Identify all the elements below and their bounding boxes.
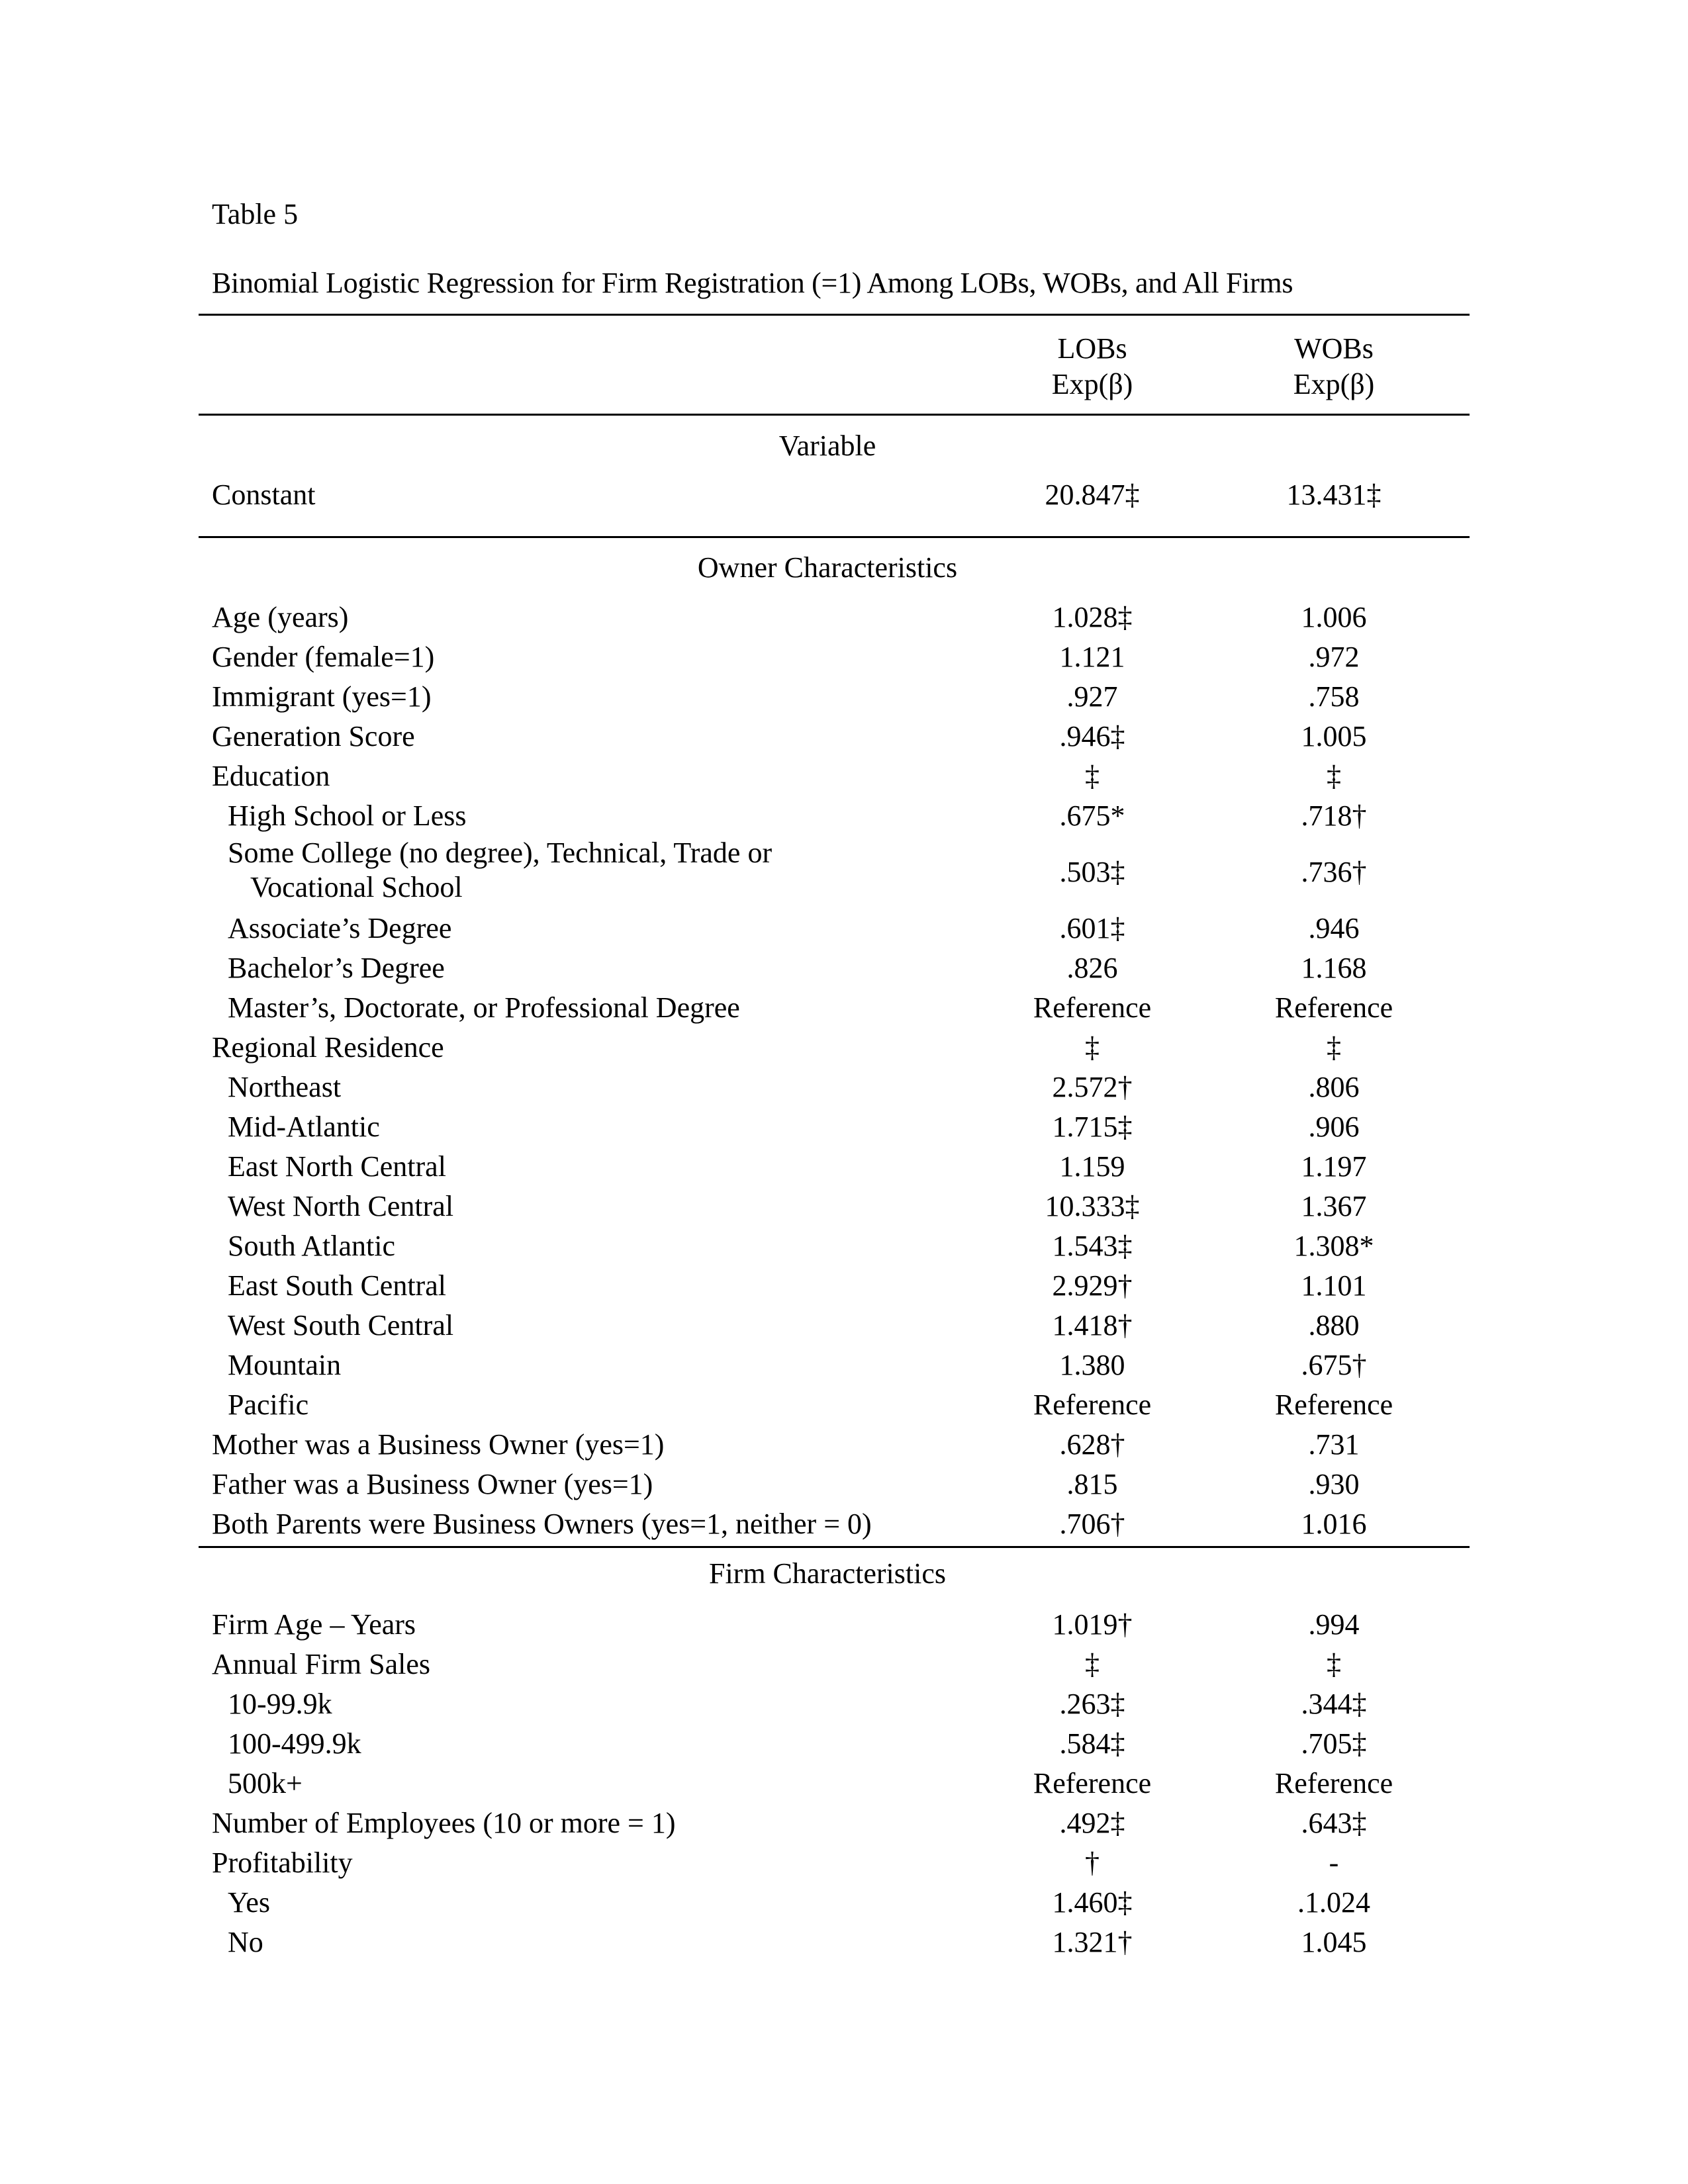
table-row <box>0 1724 1688 1764</box>
lobs-value: 1.028‡ <box>1052 601 1133 633</box>
wobs-value: 1.197 <box>1301 1150 1367 1183</box>
constant-row <box>0 475 1688 515</box>
wobs-value: .344‡ <box>1301 1688 1367 1720</box>
wobs-value: 1.016 <box>1301 1508 1367 1540</box>
wobs-value: .736† <box>1301 856 1367 888</box>
wobs-value: .718† <box>1301 799 1367 832</box>
lobs-value: .503‡ <box>1059 856 1125 888</box>
wobs-value: .994 <box>1308 1608 1360 1641</box>
lobs-value: 10.333‡ <box>1045 1190 1140 1222</box>
row-label: Master’s, Doctorate, or Professional Degree <box>228 991 740 1024</box>
column-header-lobs <box>993 331 1192 402</box>
lobs-value: .601‡ <box>1059 912 1125 944</box>
table-row <box>0 1425 1688 1465</box>
lobs-value: ‡ <box>1085 1648 1100 1680</box>
table-row <box>0 1385 1688 1425</box>
table-row <box>0 1645 1688 1684</box>
wobs-value: .731 <box>1308 1428 1360 1461</box>
row-label: No <box>228 1926 263 1958</box>
section-header-firm: Firm Characteristics <box>708 1557 946 1590</box>
column-stat-label: Exp(β) <box>1051 368 1133 400</box>
row-label: Father was a Business Owner (yes=1) <box>212 1468 653 1500</box>
row-label: West South Central <box>228 1309 454 1342</box>
lobs-value: † <box>1085 1846 1100 1879</box>
row-label: Mid-Atlantic <box>228 1111 380 1143</box>
table-row <box>0 1068 1688 1107</box>
wobs-value: .758 <box>1308 680 1360 713</box>
table-row <box>0 1147 1688 1187</box>
table-row <box>0 1028 1688 1068</box>
row-label: 10-99.9k <box>228 1688 332 1720</box>
table-label: Table 5 <box>212 198 299 230</box>
table-row <box>0 1107 1688 1147</box>
wobs-value: 1.308* <box>1293 1230 1374 1262</box>
row-label: Northeast <box>228 1071 342 1103</box>
table-row <box>0 988 1688 1028</box>
wobs-value: 1.101 <box>1301 1269 1367 1302</box>
row-label: East South Central <box>228 1269 446 1302</box>
row-label: Yes <box>228 1886 271 1919</box>
table-row <box>0 717 1688 756</box>
row-label: South Atlantic <box>228 1230 395 1262</box>
lobs-value: .263‡ <box>1059 1688 1125 1720</box>
wobs-value: .930 <box>1308 1468 1360 1500</box>
header-rule <box>199 414 1470 416</box>
lobs-value: ‡ <box>1085 760 1100 792</box>
constant-rule <box>199 536 1470 538</box>
table-row <box>0 909 1688 948</box>
row-label: Associate’s Degree <box>228 912 452 944</box>
lobs-value: 1.418† <box>1052 1309 1133 1342</box>
row-label: Mountain <box>228 1349 342 1381</box>
table-row <box>0 1345 1688 1385</box>
row-label: West North Central <box>228 1190 454 1222</box>
wobs-value: 1.006 <box>1301 601 1367 633</box>
lobs-value: .927 <box>1066 680 1118 713</box>
row-label: Pacific <box>228 1388 309 1421</box>
wobs-value: ‡ <box>1327 760 1341 792</box>
wobs-value: 1.367 <box>1301 1190 1367 1222</box>
column-stat-label: Exp(β) <box>1293 368 1375 400</box>
row-label-continued: Vocational School <box>250 871 463 903</box>
row-label: Firm Age – Years <box>212 1608 416 1641</box>
table-row <box>0 948 1688 988</box>
lobs-value: Reference <box>1033 991 1152 1024</box>
wobs-value: .972 <box>1308 641 1360 673</box>
row-label: 100-499.9k <box>228 1727 361 1760</box>
lobs-value: ‡ <box>1085 1031 1100 1064</box>
lobs-value: Reference <box>1033 1767 1152 1799</box>
table-row <box>0 796 1688 836</box>
table-row <box>0 1923 1688 1962</box>
lobs-value: 1.019† <box>1052 1608 1133 1641</box>
lobs-value: .815 <box>1066 1468 1118 1500</box>
row-label: High School or Less <box>228 799 467 832</box>
table-row <box>0 1843 1688 1883</box>
table-row <box>0 756 1688 796</box>
section-header-owner: Owner Characteristics <box>697 551 958 584</box>
table-row <box>0 836 1688 909</box>
wobs-value: 1.045 <box>1301 1926 1367 1958</box>
wobs-value: .705‡ <box>1301 1727 1367 1760</box>
row-label: Profitability <box>212 1846 353 1879</box>
table-row <box>0 1306 1688 1345</box>
row-label: Immigrant (yes=1) <box>212 680 432 713</box>
wobs-value: .643‡ <box>1301 1807 1367 1839</box>
table-row <box>0 1465 1688 1504</box>
column-header-wobs <box>1235 331 1433 402</box>
table-row <box>0 1883 1688 1923</box>
lobs-value: 1.159 <box>1059 1150 1125 1183</box>
variable-header: Variable <box>778 430 876 462</box>
lobs-value: 2.929† <box>1052 1269 1133 1302</box>
row-label: Mother was a Business Owner (yes=1) <box>212 1428 665 1461</box>
table-row <box>0 1803 1688 1843</box>
lobs-value: 1.460‡ <box>1052 1886 1133 1919</box>
table-row <box>0 1764 1688 1803</box>
wobs-value: 13.431‡ <box>1286 478 1382 511</box>
table-row <box>0 677 1688 717</box>
row-label: Bachelor’s Degree <box>228 952 445 984</box>
lobs-value: 1.543‡ <box>1052 1230 1133 1262</box>
wobs-value: 1.005 <box>1301 720 1367 752</box>
wobs-value: Reference <box>1274 1767 1393 1799</box>
table-row <box>0 1605 1688 1645</box>
table-row <box>0 1187 1688 1226</box>
wobs-value: .906 <box>1308 1111 1360 1143</box>
wobs-value: .806 <box>1308 1071 1360 1103</box>
row-label: 500k+ <box>228 1767 303 1799</box>
wobs-value: .880 <box>1308 1309 1360 1342</box>
wobs-value: ‡ <box>1327 1648 1341 1680</box>
wobs-value: .1.024 <box>1297 1886 1370 1919</box>
row-label: Annual Firm Sales <box>212 1648 430 1680</box>
lobs-value: .584‡ <box>1059 1727 1125 1760</box>
lobs-value: 20.847‡ <box>1045 478 1140 511</box>
column-group-label: WOBs <box>1294 332 1374 365</box>
row-label: Age (years) <box>212 601 349 633</box>
lobs-value: .706† <box>1059 1508 1125 1540</box>
table-row <box>0 598 1688 637</box>
lobs-value: .492‡ <box>1059 1807 1125 1839</box>
lobs-value: .946‡ <box>1059 720 1125 752</box>
row-label: Some College (no degree), Technical, Trade or <box>228 837 773 869</box>
table-row <box>0 1226 1688 1266</box>
row-label: Both Parents were Business Owners (yes=1, neither = 0) <box>212 1508 872 1540</box>
wobs-value: .675† <box>1301 1349 1367 1381</box>
row-label: Gender (female=1) <box>212 641 435 673</box>
lobs-value: 1.321† <box>1052 1926 1133 1958</box>
table-row <box>0 1684 1688 1724</box>
wobs-value: Reference <box>1274 1388 1393 1421</box>
lobs-value: 1.715‡ <box>1052 1111 1133 1143</box>
lobs-value: .628† <box>1059 1428 1125 1461</box>
table-title: Binomial Logistic Regression for Firm Registration (=1) Among LOBs, WOBs, and All Firms <box>212 267 1293 299</box>
lobs-value: .675* <box>1059 799 1125 832</box>
column-group-label: LOBs <box>1057 332 1127 365</box>
table-row <box>0 637 1688 677</box>
lobs-value: 2.572† <box>1052 1071 1133 1103</box>
lobs-value: 1.380 <box>1059 1349 1125 1381</box>
row-label: Constant <box>212 478 316 511</box>
wobs-value: 1.168 <box>1301 952 1367 984</box>
wobs-value: - <box>1329 1846 1339 1879</box>
row-label: Education <box>212 760 330 792</box>
wobs-value: ‡ <box>1327 1031 1341 1064</box>
row-label: Number of Employees (10 or more = 1) <box>212 1807 676 1839</box>
row-label: Generation Score <box>212 720 415 752</box>
wobs-value: .946 <box>1308 912 1360 944</box>
top-rule <box>199 314 1470 316</box>
row-label: Regional Residence <box>212 1031 444 1064</box>
table-row <box>0 1266 1688 1306</box>
lobs-value: 1.121 <box>1059 641 1125 673</box>
wobs-value: Reference <box>1274 991 1393 1024</box>
row-label: East North Central <box>228 1150 446 1183</box>
table-row <box>0 1504 1688 1544</box>
lobs-value: Reference <box>1033 1388 1152 1421</box>
owner-section-rule <box>199 1546 1470 1548</box>
lobs-value: .826 <box>1066 952 1118 984</box>
